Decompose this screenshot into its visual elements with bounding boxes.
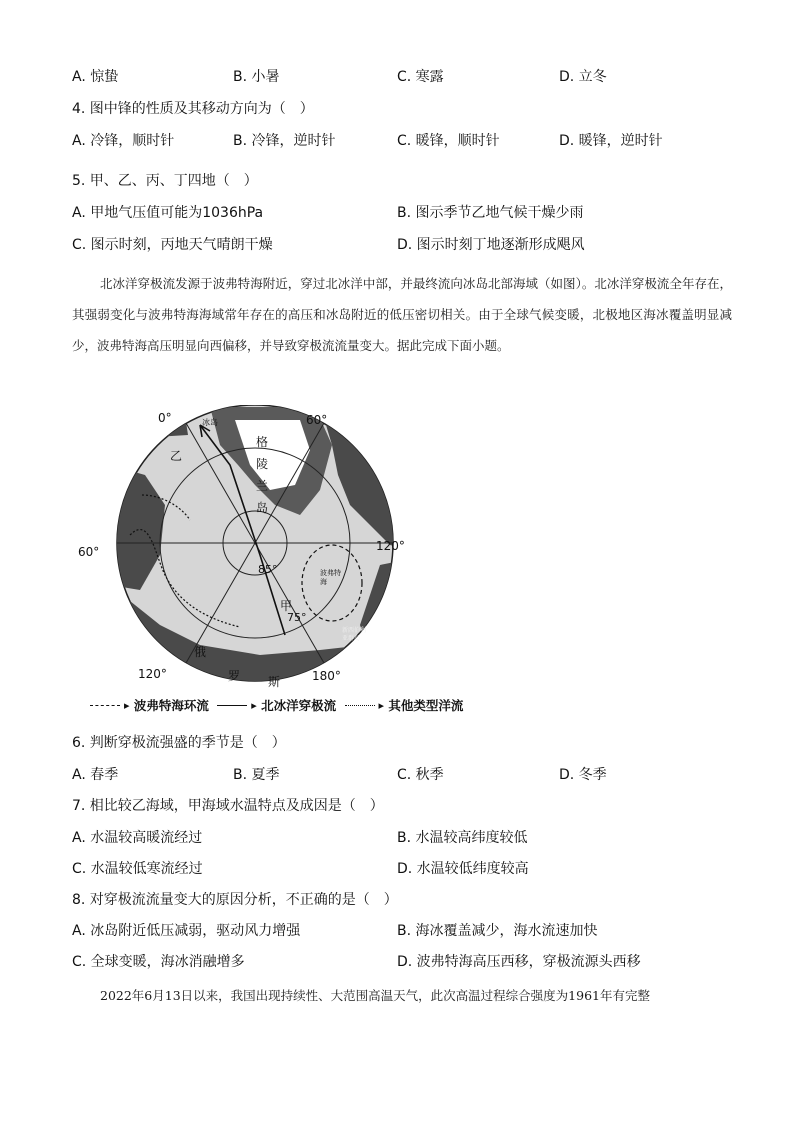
q8-option-c: C. 全球变暖，海冰消融增多 — [72, 954, 245, 970]
legend-item-beaufort-gyre: 波弗特海环流 — [133, 698, 209, 713]
label-iceland: 冰岛 — [202, 418, 218, 427]
q8-option-a: A. 冰岛附近低压减弱，驱动风力增强 — [72, 923, 301, 939]
label-russia-1: 俄 — [194, 645, 207, 659]
legend-item-other-currents: 其他类型洋流 — [388, 698, 464, 713]
lon-label-60-top: 60° — [306, 413, 328, 427]
q7-option-a: A. 水温较高暖流经过 — [72, 830, 203, 846]
q3-option-b: B. 小暑 — [233, 69, 280, 85]
lat-label-75: 75° — [287, 611, 307, 624]
q8-option-b: B. 海冰覆盖减少，海水流速加快 — [397, 923, 598, 939]
lon-label-120-bottom: 120° — [138, 667, 167, 681]
q6-option-b: B. 夏季 — [233, 767, 280, 783]
q3-option-c: C. 寒露 — [397, 69, 444, 85]
q4-stem: 4. 图中锋的性质及其移动方向为（ ） — [72, 101, 314, 117]
label-russia-3: 斯 — [268, 675, 281, 689]
q4-option-d: D. 暖锋，逆时针 — [559, 133, 663, 149]
legend-dashed-arrow — [90, 705, 120, 706]
arctic-map — [70, 405, 430, 705]
q7-option-b: B. 水温较高纬度较低 — [397, 830, 528, 846]
q5-option-b: B. 图示季节乙地气候干燥少雨 — [397, 205, 584, 221]
legend-arrowhead-2: ▸ — [251, 698, 257, 712]
legend-item-transpolar-drift: 北冰洋穿极流 — [261, 698, 337, 713]
q6-option-a: A. 春季 — [72, 767, 119, 783]
passage-heatwave-text: 2022年6月13日以来，我国出现持续性、大范围高温天气，此次高温过程综合强度为1961年有完整 — [100, 988, 650, 1003]
legend-dotted-arrow — [345, 705, 375, 706]
q7-option-d: D. 水温较低纬度较高 — [397, 861, 529, 877]
q8-option-d: D. 波弗特海高压西移，穿极流源头西移 — [397, 954, 641, 970]
q5-option-c: C. 图示时刻，丙地天气晴朗干燥 — [72, 237, 273, 253]
q5-option-a: A. 甲地气压值可能为1036hPa — [72, 205, 264, 221]
q5-option-d: D. 图示时刻丁地逐渐形成飓风 — [397, 237, 585, 253]
passage-heatwave — [72, 980, 732, 1011]
label-russia-2: 罗 — [228, 669, 241, 683]
q4-option-c: C. 暖锋，顺时针 — [397, 133, 500, 149]
legend-solid-arrow — [217, 705, 247, 706]
label-greenland-4: 岛 — [256, 501, 269, 515]
label-yi: 乙 — [170, 449, 183, 463]
q8-stem: 8. 对穿极流流量变大的原因分析，不正确的是（ ） — [72, 892, 398, 908]
q3-option-d: D. 立冬 — [559, 69, 607, 85]
label-beaufort-sea: 波弗特海 — [320, 569, 341, 586]
label-new-siberian-islands: 新西伯利亚群岛 — [342, 627, 367, 642]
q6-stem: 6. 判断穿极流强盛的季节是（ ） — [72, 735, 286, 751]
label-greenland-1: 格 — [256, 435, 269, 449]
passage-transpolar-drift — [72, 268, 732, 361]
q7-stem: 7. 相比较乙海域，甲海域水温特点及成因是（ ） — [72, 798, 384, 814]
lon-label-60-left: 60° — [78, 545, 100, 559]
legend-arrowhead-1: ▸ — [124, 698, 130, 712]
q7-option-c: C. 水温较低寒流经过 — [72, 861, 203, 877]
arctic-map-figure — [70, 405, 430, 715]
q4-option-a: A. 冷锋，顺时针 — [72, 133, 175, 149]
lat-label-85: 85° — [258, 563, 278, 576]
q4-option-b: B. 冷锋，逆时针 — [233, 133, 336, 149]
q6-option-c: C. 秋季 — [397, 767, 444, 783]
label-greenland-2: 陵 — [256, 457, 269, 471]
q5-stem: 5. 甲、乙、丙、丁四地（ ） — [72, 173, 258, 189]
lon-label-180: 180° — [312, 669, 341, 683]
passage-text: 北冰洋穿极流发源于波弗特海附近，穿过北冰洋中部，并最终流向冰岛北部海域（如图）。北冰洋穿极流全年存在，其强弱变化与波弗特海海域常年存在的高压和冰岛附近的低压密切相关。由于全球气候变暖，北极地区海冰覆盖明显减少，波弗特海高压明显向西偏移，并导致穿极流流量变大。据此完成下面小题。 — [72, 276, 732, 353]
label-jia: 甲 — [280, 599, 293, 613]
lon-label-120-right: 120° — [376, 539, 405, 553]
map-legend — [86, 696, 463, 714]
legend-arrowhead-3: ▸ — [378, 698, 385, 712]
lon-label-0: 0° — [158, 411, 172, 425]
q3-option-a: A. 惊蛰 — [72, 69, 119, 85]
q6-option-d: D. 冬季 — [559, 767, 607, 783]
label-greenland-3: 兰 — [256, 479, 269, 493]
